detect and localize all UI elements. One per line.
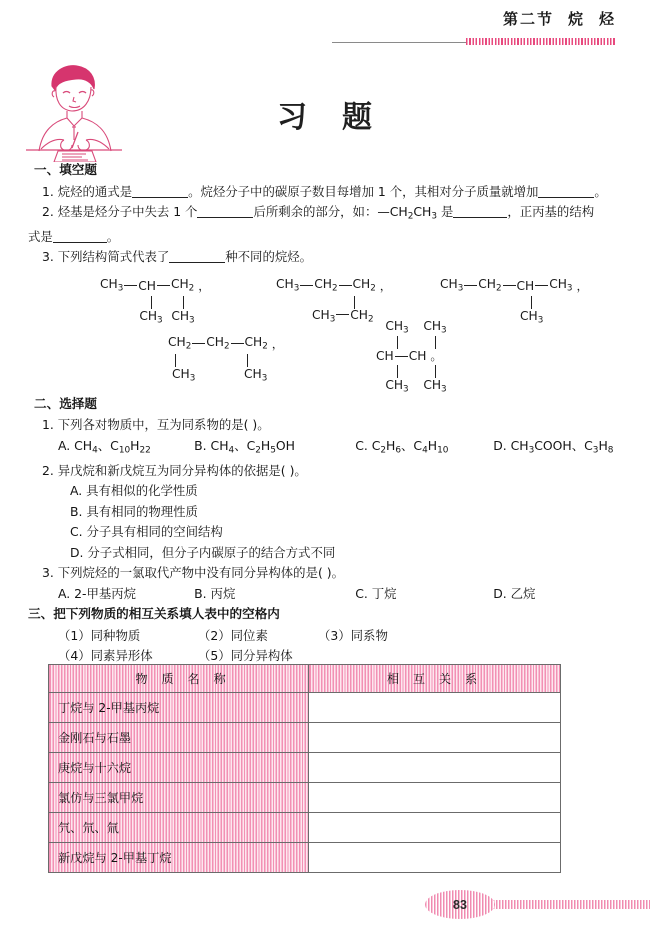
q1-1-suffix: 。: [594, 183, 607, 199]
header-chapter-char1: 烷: [567, 10, 585, 28]
f3-atom-3: CH: [516, 278, 535, 293]
page-title: [0, 92, 650, 136]
f3-atom-2: $CH_2$: [478, 276, 502, 294]
table-header-relation: 相 互 关 系: [309, 665, 561, 693]
question-1-3: [42, 247, 622, 268]
substance-name-cell: 金刚石与石墨: [49, 723, 309, 753]
question-2-3-stem: 3. 下列烷烃的一氯取代产物中没有同分异构体的是( )。: [42, 565, 344, 581]
blank-field[interactable]: [169, 250, 225, 263]
question-2-3-options: [58, 584, 622, 605]
exercise-content: [28, 160, 622, 667]
f4-atom-2: $CH_2$: [206, 334, 230, 352]
page-number-badge: [425, 890, 495, 919]
substance-name-cell: 新戊烷与 2-甲基丁烷: [49, 843, 309, 873]
f2-atom-2: $CH_2$: [314, 276, 338, 294]
f3-atom-1: $CH_3$: [440, 276, 464, 294]
f2-atom-1: $CH_3$: [276, 276, 300, 294]
question-2-2-option-a[interactable]: A. 具有相似的化学性质: [70, 483, 198, 499]
relation-item-4: （4）同素异形体: [58, 648, 153, 664]
f1-atom-2: CH: [138, 278, 156, 293]
section-three-items-row-1: [58, 626, 622, 647]
q1-2-d: 是: [437, 204, 454, 219]
relation-item-1: （1）同种物质: [58, 627, 141, 643]
f4-branch-1: $CH_3$: [172, 367, 196, 384]
relationship-table: [48, 664, 561, 873]
section-one-heading: 一、填空题: [34, 162, 97, 177]
table-row: [49, 753, 561, 783]
f5-upper-2: $CH_3$: [423, 318, 447, 336]
question-2-2-option-d[interactable]: D. 分子式相同，但分子内碳原子的结合方式不同: [70, 544, 336, 560]
option-a[interactable]: A. $CH_4$、$C_{10}H_{22}$: [58, 437, 151, 456]
option-c[interactable]: C. 丁烷: [355, 585, 397, 601]
title-char-2: 题: [342, 100, 373, 135]
table-header-substance-name: 物 质 名 称: [49, 665, 309, 693]
header-chapter-char2: 烃: [598, 10, 616, 28]
substance-name-cell: 庚烷与十六烷: [49, 753, 309, 783]
relation-answer-cell[interactable]: [309, 843, 561, 873]
q1-2-b: [253, 204, 454, 222]
question-2-2-stem: 2. 异戊烷和新戊烷互为同分异构体的依据是( )。: [42, 462, 307, 478]
substance-name-cell: 丁烷与 2-甲基丙烷: [49, 693, 309, 723]
q1-2-b-text: 后所剩余的部分，如：—CH: [253, 204, 408, 219]
q1-2-c: CH: [413, 204, 432, 219]
f4-atom-1: $CH_2$: [168, 334, 192, 352]
f3-atom-4: $CH_3$: [549, 276, 573, 294]
q1-1-prefix: 1. 烷烃的通式是: [42, 183, 133, 199]
structural-formula-area: [28, 274, 622, 395]
f5-lower-2: $CH_3$: [423, 378, 447, 395]
f2-comma: ，: [379, 278, 392, 293]
header-title: [503, 8, 616, 29]
option-d[interactable]: D. $CH_3COOH$、$C_3H_8$: [493, 437, 614, 456]
f5-mid-2: CH: [408, 349, 427, 364]
substance-name-cell: 氕、氘、氚: [49, 813, 309, 843]
relation-answer-cell[interactable]: [309, 813, 561, 843]
f4-atom-3: $CH_2$: [244, 334, 268, 352]
structural-formula-1: [100, 278, 210, 325]
f2-branch-2: $CH_2$: [350, 308, 374, 325]
option-b[interactable]: B. $CH_4$、$C_2H_5OH$: [194, 437, 295, 456]
f1-branch-1: $CH_3$: [139, 309, 163, 326]
question-1-2: [42, 202, 622, 227]
f5-upper-1: $CH_3$: [385, 318, 409, 336]
blank-field[interactable]: [53, 230, 107, 243]
q1-3-suffix: 种不同的烷烃。: [225, 249, 313, 265]
f3-branch-1: $CH_3$: [520, 309, 544, 326]
footer-stripe-bar: [475, 900, 650, 909]
f2-atom-3: $CH_2$: [352, 276, 376, 294]
blank-field[interactable]: [453, 205, 507, 218]
relation-answer-cell[interactable]: [309, 783, 561, 813]
question-1-2-continued: [28, 227, 622, 248]
blank-field[interactable]: [538, 185, 594, 198]
table-row: [49, 693, 561, 723]
option-a[interactable]: A. 2-甲基丙烷: [58, 585, 137, 601]
structural-formula-4: [168, 336, 284, 383]
relation-item-5: （5）同分异构体: [198, 648, 293, 664]
f4-comma: ，: [271, 336, 284, 351]
f4-branch-2: $CH_3$: [244, 367, 268, 384]
question-2-2-option-c[interactable]: C. 分子具有相同的空间结构: [70, 524, 223, 540]
f1-comma: ，: [198, 278, 211, 293]
table-header-row: [49, 665, 561, 693]
question-1-1: [42, 182, 622, 203]
option-d[interactable]: D. 乙烷: [493, 585, 536, 601]
question-2-1-options: [58, 436, 622, 461]
structural-formula-5: [376, 318, 454, 395]
f1-atom-1: $CH_3$: [100, 276, 124, 294]
blank-field[interactable]: [197, 205, 253, 218]
relation-item-3: （3）同系物: [318, 627, 388, 643]
option-c[interactable]: C. $C_2H_6$、$C_4H_{10}$: [355, 437, 449, 456]
header-stripe-bar: [466, 38, 616, 45]
page-number: 83: [453, 897, 467, 912]
f1-atom-3: $CH_2$: [170, 276, 195, 294]
substance-name-cell: 氯仿与三氯甲烷: [49, 783, 309, 813]
table-row: [49, 783, 561, 813]
table-row: [49, 843, 561, 873]
page-footer: [0, 886, 650, 930]
q1-3-prefix: 3. 下列结构简式代表了: [42, 249, 170, 265]
structural-formula-2: [276, 278, 392, 324]
q1-1-mid: 。烷烃分子中的碳原子数目每增加 1 个，其相对分子质量就增加: [188, 183, 539, 199]
q1-2-sub1: 2: [407, 211, 414, 222]
q1-2-a: 2. 烃基是烃分子中失去 1 个: [42, 204, 198, 219]
f5-period: 。: [430, 349, 443, 364]
relation-answer-cell[interactable]: [309, 723, 561, 753]
header-section-label: 第二节: [502, 10, 554, 28]
f1-branch-2: $CH_3$: [171, 309, 195, 326]
option-b[interactable]: B. 丙烷: [194, 585, 236, 601]
f2-branch-1: $CH_3$: [312, 308, 336, 325]
relation-item-2: （2）同位素: [198, 627, 268, 643]
relation-answer-cell[interactable]: [309, 753, 561, 783]
q1-2-sub2: 3: [431, 211, 438, 222]
table-row: [49, 723, 561, 753]
blank-field[interactable]: [132, 185, 188, 198]
f5-mid-1: CH: [376, 349, 394, 364]
section-three-heading: 三、把下列物质的相互关系填人表中的空格内: [28, 606, 280, 622]
q1-2-line2-a: 式是: [28, 228, 53, 244]
page-header: [0, 0, 650, 56]
q1-2-e: ，正丙基的结构: [507, 204, 595, 219]
table-row: [49, 813, 561, 843]
f5-lower-1: $CH_3$: [385, 378, 409, 395]
title-char-1: 习: [277, 100, 308, 135]
question-2-1-stem: 1. 下列各对物质中，互为同系物的是( )。: [42, 417, 270, 433]
f3-comma: ，: [576, 278, 589, 293]
structural-formula-3: [440, 278, 589, 325]
question-2-2-option-b[interactable]: B. 具有相同的物理性质: [70, 503, 198, 519]
q1-2-line2-b: 。: [106, 228, 120, 244]
section-two-heading: 二、选择题: [34, 395, 97, 411]
relation-answer-cell[interactable]: [309, 693, 561, 723]
